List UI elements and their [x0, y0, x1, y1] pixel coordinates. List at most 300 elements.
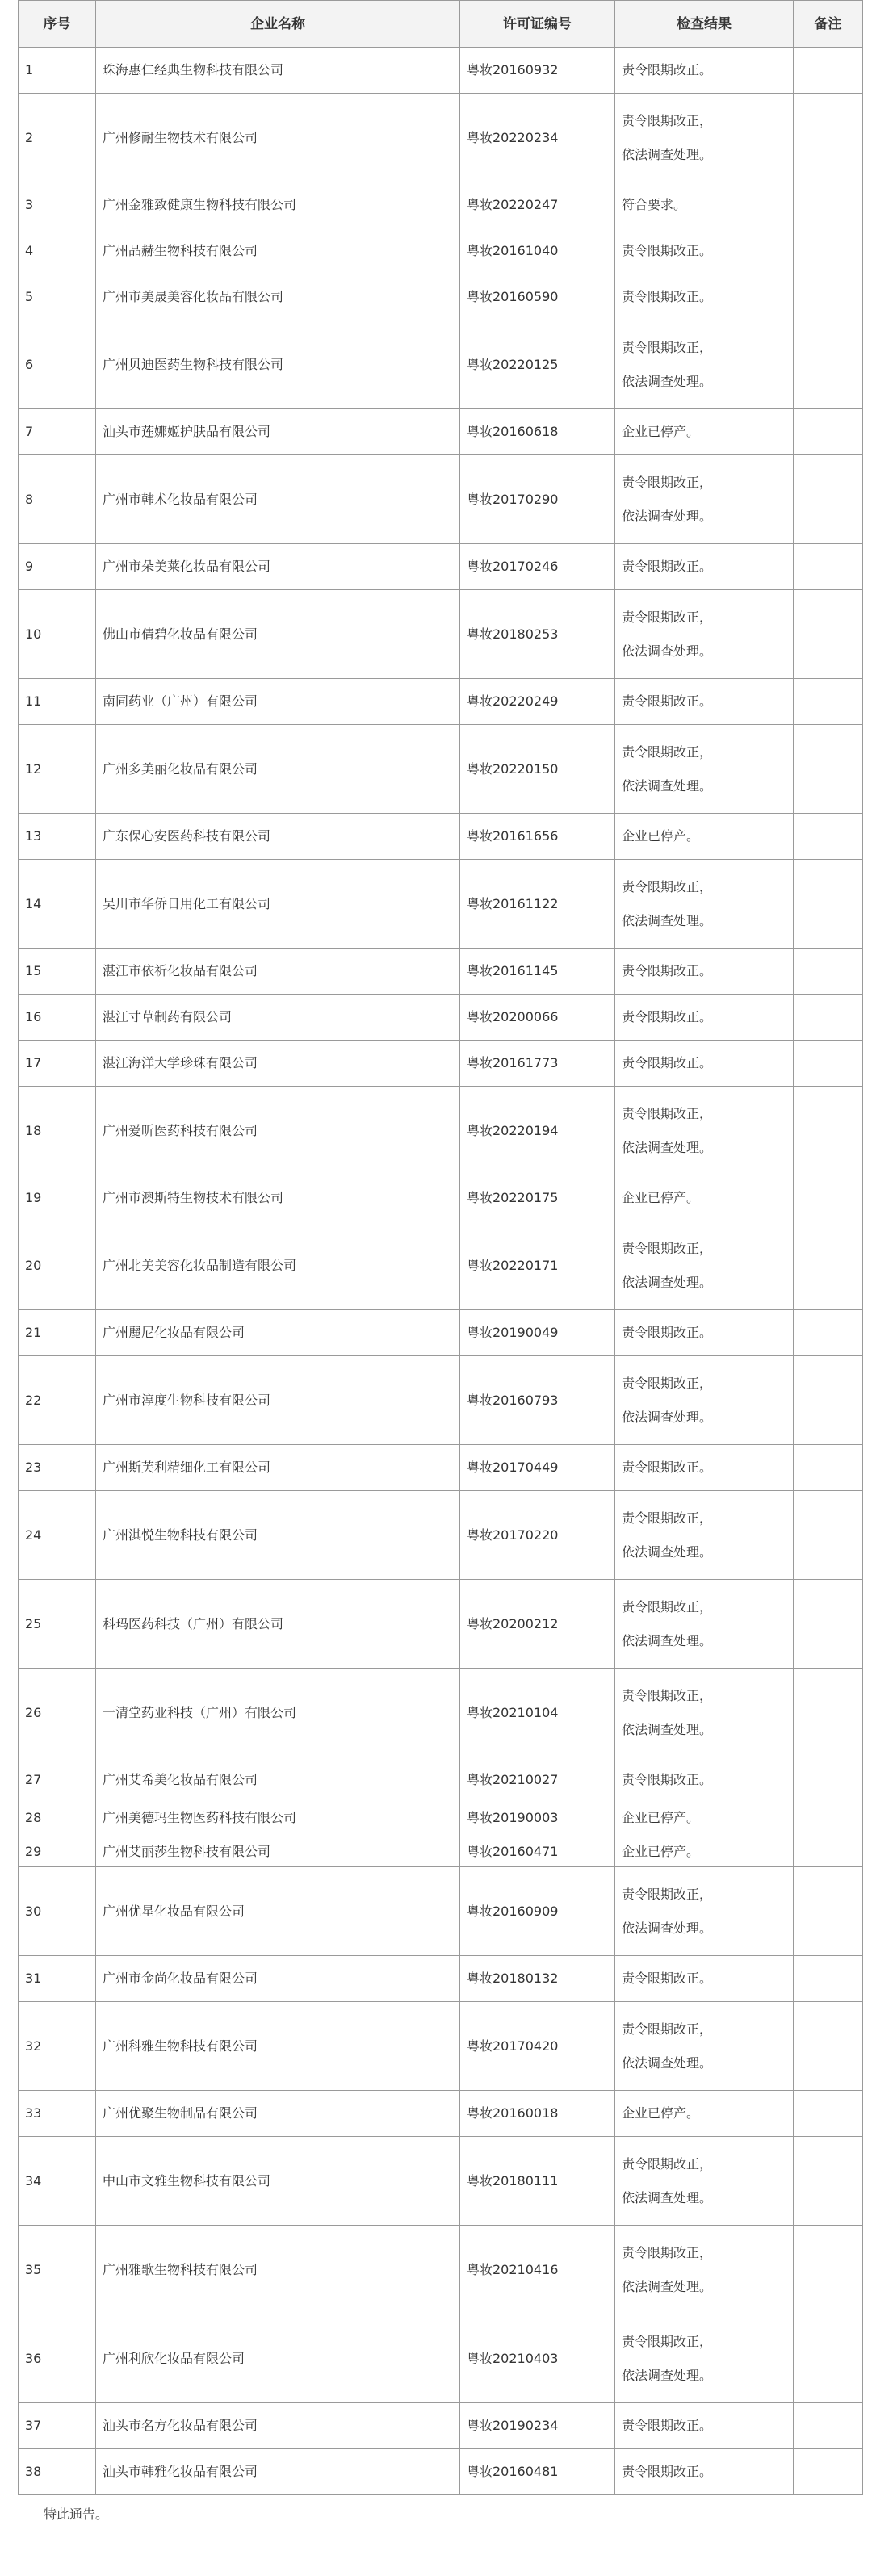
notice-document [18, 0, 862, 2523]
result-text: 责令限期改正。 [622, 1460, 713, 1475]
cell-index [19, 2137, 96, 2226]
license-text: 粤妆20220249 [467, 693, 559, 709]
company-text: 广州优聚生物制品有限公司 [103, 2105, 258, 2121]
cell-license [460, 590, 615, 679]
index-text: 21 [25, 1325, 42, 1340]
license-text: 粤妆20160932 [467, 62, 559, 77]
cell-license [460, 320, 615, 409]
cell-result [615, 48, 794, 94]
cell-index [19, 1041, 96, 1087]
result-text: 依法调查处理。 [622, 1409, 713, 1425]
license-text: 粤妆20170246 [467, 559, 559, 574]
header-index: 序号 [19, 1, 96, 48]
cell-index [19, 1956, 96, 2002]
index-text: 29 [25, 1844, 42, 1859]
company-text: 广州雅歌生物科技有限公司 [103, 2261, 258, 2277]
cell-license [460, 1580, 615, 1669]
license-text: 粤妆20161145 [467, 963, 559, 978]
index-text: 1 [25, 62, 34, 77]
cell-company [96, 2091, 460, 2137]
table-row [19, 1221, 863, 1310]
cell-remark [794, 1041, 863, 1087]
license-text: 粤妆20220234 [467, 129, 559, 145]
cell-remark [794, 1445, 863, 1491]
result-text: 依法调查处理。 [622, 373, 713, 389]
inspection-results-table [18, 0, 863, 2495]
result-text: 责令限期改正。 [622, 693, 713, 709]
cell-company [96, 320, 460, 409]
cell-index [19, 1669, 96, 1757]
result-text: 责令限期改正， [622, 1510, 713, 1526]
result-text: 依法调查处理。 [622, 1920, 713, 1936]
cell-license [460, 2314, 615, 2403]
index-text: 24 [25, 1527, 42, 1543]
cell-company [96, 455, 460, 544]
cell-license [460, 814, 615, 860]
cell-result [615, 590, 794, 679]
index-text: 37 [25, 2418, 42, 2433]
index-text: 16 [25, 1009, 42, 1024]
cell-result [615, 320, 794, 409]
cell-index [19, 1175, 96, 1221]
result-text: 责令限期改正。 [622, 2418, 713, 2433]
company-text: 广州市韩术化妆品有限公司 [103, 491, 258, 507]
result-text: 依法调查处理。 [622, 1632, 713, 1648]
cell-remark [794, 2403, 863, 2449]
cell-index [19, 1580, 96, 1669]
result-text: 依法调查处理。 [622, 1544, 713, 1560]
cell-index [19, 679, 96, 725]
table-row [19, 1757, 863, 1803]
cell-result [615, 995, 794, 1041]
cell-remark [794, 182, 863, 228]
result-text: 责令限期改正。 [622, 1772, 713, 1787]
table-row [19, 228, 863, 274]
header-remark: 备注 [794, 1, 863, 48]
header-result: 检查结果 [615, 1, 794, 48]
cell-remark [794, 590, 863, 679]
cell-company [96, 814, 460, 860]
table-row [19, 409, 863, 455]
cell-result [615, 94, 794, 182]
closing-note: 特此通告。 [44, 2507, 109, 2522]
cell-company [96, 48, 460, 94]
index-text: 33 [25, 2105, 42, 2121]
cell-company [96, 1445, 460, 1491]
cell-result [615, 1221, 794, 1310]
cell-company [96, 2137, 460, 2226]
cell-company [96, 182, 460, 228]
cell-license [460, 725, 615, 814]
result-text: 责令限期改正， [622, 474, 713, 490]
table-row [19, 1867, 863, 1956]
company-text: 一清堂药业科技（广州）有限公司 [103, 1704, 297, 1720]
table-row [19, 1356, 863, 1445]
table-row [19, 182, 863, 228]
cell-company [96, 590, 460, 679]
table-row [19, 590, 863, 679]
license-text: 粤妆20220150 [467, 760, 559, 777]
cell-company [96, 1041, 460, 1087]
cell-remark [794, 409, 863, 455]
company-text: 广州爱昕医药科技有限公司 [103, 1122, 258, 1138]
cell-result [615, 1445, 794, 1491]
cell-result [615, 2226, 794, 2314]
table-row [19, 2137, 863, 2226]
company-text: 广州淇悦生物科技有限公司 [103, 1527, 258, 1543]
cell-remark [794, 1310, 863, 1356]
table-row [19, 2002, 863, 2091]
index-text: 2 [25, 129, 34, 145]
company-text: 南同药业（广州）有限公司 [103, 693, 258, 709]
index-text: 32 [25, 2038, 42, 2054]
result-text: 依法调查处理。 [622, 146, 713, 162]
index-text: 6 [25, 356, 34, 372]
result-text: 责令限期改正。 [622, 559, 713, 574]
table-header [19, 1, 863, 48]
cell-remark [794, 1803, 863, 1867]
cell-license [460, 1310, 615, 1356]
result-text: 企业已停产。 [622, 424, 700, 439]
cell-remark [794, 860, 863, 949]
cell-result [615, 182, 794, 228]
license-text: 粤妆20190003 [467, 1810, 559, 1825]
cell-license [460, 2403, 615, 2449]
company-text: 广州市淳度生物科技有限公司 [103, 1392, 271, 1408]
cell-company [96, 94, 460, 182]
cell-remark [794, 1867, 863, 1956]
cell-remark [794, 2137, 863, 2226]
result-text: 责令限期改正， [622, 339, 713, 355]
cell-license [460, 1491, 615, 1580]
cell-remark [794, 995, 863, 1041]
company-text: 汕头市韩雅化妆品有限公司 [103, 2464, 258, 2479]
cell-result [615, 2449, 794, 2495]
cell-remark [794, 2091, 863, 2137]
table-row [19, 2091, 863, 2137]
index-text: 22 [25, 1392, 42, 1408]
result-text: 责令限期改正， [622, 1886, 713, 1902]
table-row [19, 1445, 863, 1491]
cell-index [19, 1867, 96, 1956]
company-text: 广州金雅致健康生物科技有限公司 [103, 197, 297, 212]
table-row [19, 1087, 863, 1175]
cell-result [615, 455, 794, 544]
result-text: 责令限期改正。 [622, 1325, 713, 1340]
license-text: 粤妆20220171 [467, 1257, 559, 1273]
cell-index [19, 2226, 96, 2314]
index-text: 38 [25, 2464, 42, 2479]
cell-result [615, 1956, 794, 2002]
cell-result [615, 1041, 794, 1087]
cell-license [460, 274, 615, 320]
cell-remark [794, 1221, 863, 1310]
cell-index [19, 1221, 96, 1310]
cell-license [460, 2226, 615, 2314]
result-text: 依法调查处理。 [622, 643, 713, 659]
cell-company [96, 1757, 460, 1803]
table-row [19, 995, 863, 1041]
license-text: 粤妆20210403 [467, 2350, 559, 2366]
cell-index [19, 2314, 96, 2403]
license-text: 粤妆20161656 [467, 828, 559, 844]
header-license: 许可证编号 [460, 1, 615, 48]
cell-result [615, 1491, 794, 1580]
cell-result [615, 2002, 794, 2091]
company-text: 吴川市华侨日用化工有限公司 [103, 895, 271, 911]
cell-result [615, 1356, 794, 1445]
cell-result [615, 228, 794, 274]
cell-license [460, 182, 615, 228]
license-text: 粤妆20220125 [467, 356, 559, 372]
company-text: 科玛医药科技（广州）有限公司 [103, 1615, 284, 1631]
cell-index [19, 544, 96, 590]
index-text: 35 [25, 2261, 42, 2277]
cell-index [19, 995, 96, 1041]
cell-license [460, 679, 615, 725]
company-text: 广东保心安医药科技有限公司 [103, 828, 271, 844]
cell-company [96, 2403, 460, 2449]
cell-result [615, 814, 794, 860]
result-text: 依法调查处理。 [622, 508, 713, 524]
table-row [19, 2403, 863, 2449]
company-text: 汕头市名方化妆品有限公司 [103, 2418, 258, 2433]
cell-company [96, 1491, 460, 1580]
cell-license [460, 1867, 615, 1956]
result-text: 责令限期改正， [622, 1105, 713, 1121]
index-text: 4 [25, 243, 34, 258]
cell-remark [794, 1356, 863, 1445]
cell-remark [794, 1669, 863, 1757]
table-row [19, 320, 863, 409]
index-text: 30 [25, 1903, 42, 1919]
result-text: 责令限期改正， [622, 743, 713, 760]
cell-result [615, 2403, 794, 2449]
result-text: 依法调查处理。 [622, 1274, 713, 1290]
table-row [19, 1041, 863, 1087]
company-text: 广州麗尼化妆品有限公司 [103, 1325, 245, 1340]
company-text: 广州贝迪医药生物科技有限公司 [103, 356, 284, 372]
table-row [19, 2314, 863, 2403]
license-text: 粤妆20210027 [467, 1772, 559, 1787]
cell-license [460, 544, 615, 590]
result-text: 依法调查处理。 [622, 2189, 713, 2205]
cell-company [96, 995, 460, 1041]
result-text: 企业已停产。 [622, 1844, 700, 1859]
cell-index [19, 1757, 96, 1803]
index-text: 11 [25, 693, 42, 709]
index-text: 27 [25, 1772, 42, 1787]
table-row [19, 725, 863, 814]
table-row [19, 48, 863, 94]
cell-company [96, 1956, 460, 2002]
result-text: 责令限期改正， [622, 1375, 713, 1391]
cell-remark [794, 679, 863, 725]
cell-company [96, 2314, 460, 2403]
table-row [19, 2226, 863, 2314]
cell-company [96, 274, 460, 320]
header-row [19, 1, 863, 48]
cell-result [615, 1867, 794, 1956]
result-text: 责令限期改正。 [622, 1971, 713, 1986]
company-text: 广州美德玛生物医药科技有限公司 [103, 1810, 297, 1825]
result-text: 依法调查处理。 [622, 2055, 713, 2071]
cell-remark [794, 48, 863, 94]
index-text: 7 [25, 424, 34, 439]
cell-index [19, 94, 96, 182]
company-text: 广州市金尚化妆品有限公司 [103, 1971, 258, 1986]
cell-index [19, 320, 96, 409]
cell-result [615, 1310, 794, 1356]
license-text: 粤妆20160793 [467, 1392, 559, 1408]
cell-company [96, 1221, 460, 1310]
cell-index [19, 2449, 96, 2495]
cell-result [615, 679, 794, 725]
cell-index [19, 814, 96, 860]
table-row [19, 1669, 863, 1757]
cell-license [460, 1356, 615, 1445]
table-body [19, 48, 863, 2495]
license-text: 粤妆20220194 [467, 1122, 559, 1138]
cell-company [96, 860, 460, 949]
company-text: 广州市美晟美容化妆品有限公司 [103, 289, 284, 304]
cell-result [615, 1669, 794, 1757]
license-text: 粤妆20220175 [467, 1190, 559, 1205]
table-row [19, 1310, 863, 1356]
cell-result [615, 1757, 794, 1803]
table-row [19, 2449, 863, 2495]
index-text: 12 [25, 760, 42, 777]
company-text: 广州修耐生物技术有限公司 [103, 129, 258, 145]
license-text: 粤妆20160481 [467, 2464, 559, 2479]
cell-remark [794, 544, 863, 590]
cell-license [460, 94, 615, 182]
cell-company [96, 228, 460, 274]
index-text: 18 [25, 1122, 42, 1138]
cell-index [19, 590, 96, 679]
cell-remark [794, 949, 863, 995]
result-text: 责令限期改正， [622, 2155, 713, 2172]
cell-license [460, 1087, 615, 1175]
cell-remark [794, 1491, 863, 1580]
cell-remark [794, 2226, 863, 2314]
cell-license [460, 1669, 615, 1757]
index-text: 5 [25, 289, 34, 304]
cell-index [19, 1310, 96, 1356]
cell-license [460, 2091, 615, 2137]
cell-index [19, 2002, 96, 2091]
company-text: 珠海惠仁经典生物科技有限公司 [103, 62, 284, 77]
license-text: 粤妆20200066 [467, 1009, 559, 1024]
cell-company [96, 1803, 460, 1867]
company-text: 广州艾希美化妆品有限公司 [103, 1772, 258, 1787]
cell-remark [794, 1087, 863, 1175]
cell-remark [794, 455, 863, 544]
company-text: 湛江市依祈化妆品有限公司 [103, 963, 258, 978]
company-text: 广州市朵美莱化妆品有限公司 [103, 559, 271, 574]
result-text: 依法调查处理。 [622, 1139, 713, 1155]
result-text: 依法调查处理。 [622, 2278, 713, 2294]
cell-license [460, 860, 615, 949]
result-text: 责令限期改正， [622, 878, 713, 894]
company-text: 广州北美美容化妆品制造有限公司 [103, 1257, 297, 1273]
cell-remark [794, 725, 863, 814]
table-row [19, 1175, 863, 1221]
cell-remark [794, 320, 863, 409]
table-row [19, 860, 863, 949]
cell-result [615, 1087, 794, 1175]
result-text: 责令限期改正。 [622, 2464, 713, 2479]
cell-license [460, 228, 615, 274]
result-text: 责令限期改正， [622, 609, 713, 625]
cell-company [96, 1310, 460, 1356]
company-text: 中山市文雅生物科技有限公司 [103, 2172, 271, 2189]
result-text: 企业已停产。 [622, 1190, 700, 1205]
cell-remark [794, 2314, 863, 2403]
cell-company [96, 1087, 460, 1175]
cell-remark [794, 94, 863, 182]
license-text: 粤妆20210104 [467, 1704, 559, 1720]
cell-license [460, 2002, 615, 2091]
license-text: 粤妆20180111 [467, 2172, 559, 2189]
cell-result [615, 1580, 794, 1669]
cell-license [460, 455, 615, 544]
cell-remark [794, 814, 863, 860]
cell-remark [794, 1580, 863, 1669]
index-text: 10 [25, 626, 42, 642]
cell-index [19, 2403, 96, 2449]
cell-company [96, 2226, 460, 2314]
license-text: 粤妆20160909 [467, 1903, 559, 1919]
company-text: 广州市澳斯特生物技术有限公司 [103, 1190, 284, 1205]
table-row [19, 1956, 863, 2002]
company-text: 广州优星化妆品有限公司 [103, 1903, 245, 1919]
cell-result [615, 1175, 794, 1221]
index-text: 31 [25, 1971, 42, 1986]
company-text: 广州艾丽莎生物科技有限公司 [103, 1844, 271, 1859]
index-text: 36 [25, 2350, 42, 2366]
result-text: 企业已停产。 [622, 1810, 700, 1825]
cell-company [96, 1580, 460, 1669]
cell-license [460, 2449, 615, 2495]
cell-company [96, 1867, 460, 1956]
cell-license [460, 1041, 615, 1087]
table-row [19, 679, 863, 725]
cell-result [615, 1803, 794, 1867]
cell-index [19, 2091, 96, 2137]
table-row [19, 274, 863, 320]
cell-index [19, 1445, 96, 1491]
company-text: 广州斯芙利精细化工有限公司 [103, 1460, 271, 1475]
license-text: 粤妆20160018 [467, 2105, 559, 2121]
table-row [19, 94, 863, 182]
result-text: 责令限期改正， [622, 2021, 713, 2037]
cell-index [19, 1356, 96, 1445]
cell-result [615, 2137, 794, 2226]
cell-result [615, 2091, 794, 2137]
cell-license [460, 1956, 615, 2002]
result-text: 依法调查处理。 [622, 1721, 713, 1737]
license-text: 粤妆20170290 [467, 491, 559, 507]
table-row [19, 1803, 863, 1867]
result-text: 责令限期改正。 [622, 963, 713, 978]
cell-remark [794, 1956, 863, 2002]
result-text: 责令限期改正， [622, 2244, 713, 2260]
license-text: 粤妆20170449 [467, 1460, 559, 1475]
license-text: 粤妆20161122 [467, 895, 559, 911]
cell-license [460, 1175, 615, 1221]
result-text: 责令限期改正， [622, 2333, 713, 2349]
